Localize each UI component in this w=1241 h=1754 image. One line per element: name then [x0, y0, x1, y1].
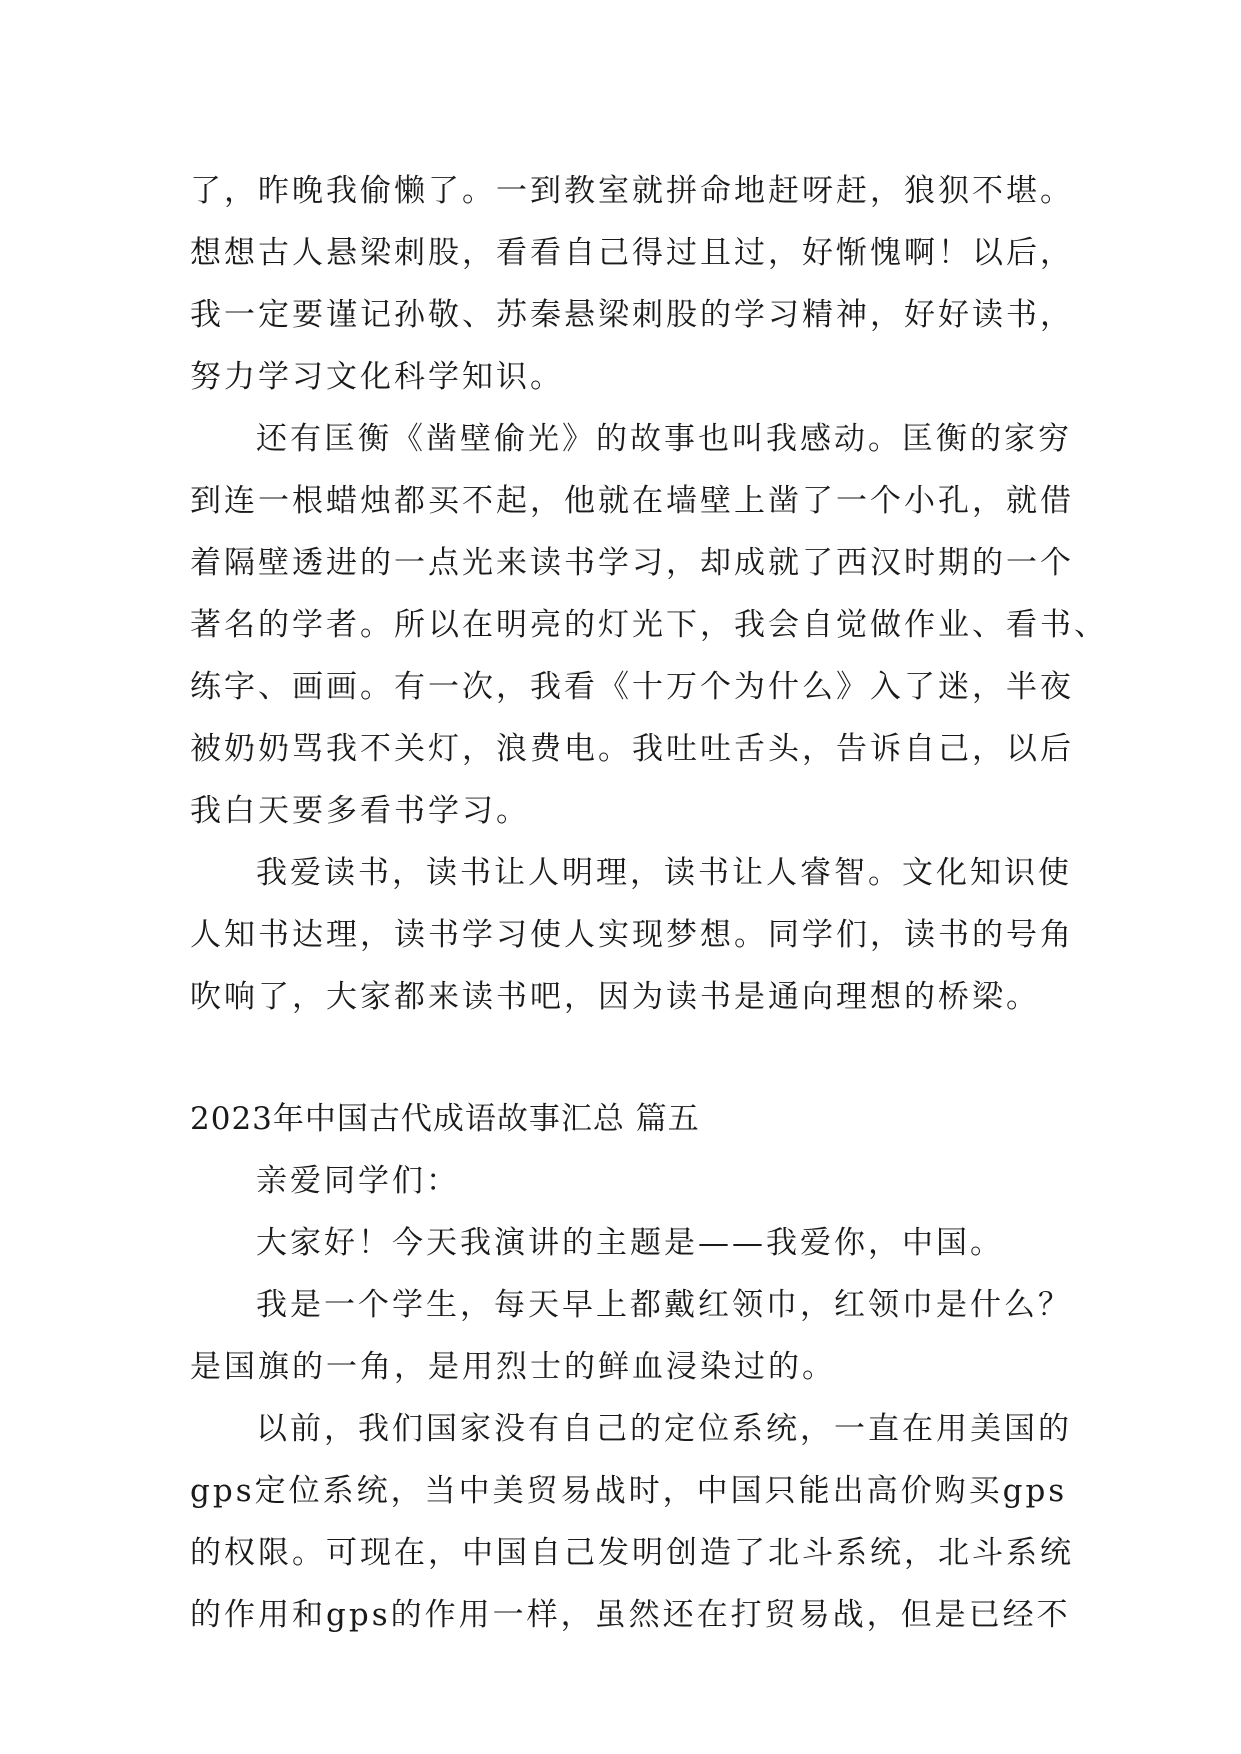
- document-body: [190, 160, 1108, 1646]
- text-line: 以前，我们国家没有自己的定位系统，一直在用美国的: [256, 1411, 1072, 1447]
- text-line: 想想古人悬梁刺股，看看自己得过且过，好惭愧啊！以后，: [190, 235, 1074, 271]
- section-gap: [190, 1028, 1060, 1088]
- text-line: 是国旗的一角，是用烈士的鲜血浸染过的。: [190, 1349, 836, 1385]
- paragraph: [190, 1398, 1074, 1646]
- paragraph: [190, 1150, 1060, 1212]
- text-line: 我是一个学生，每天早上都戴红领巾，红领巾是什么？: [256, 1287, 1072, 1323]
- text-line: 的作用和gps的作用一样，虽然还在打贸易战，但是已经不: [190, 1597, 1071, 1633]
- text-line: 著名的学者。所以在明亮的灯光下，我会自觉做作业、看书、: [190, 607, 1108, 643]
- text-line: 到连一根蜡烛都买不起，他就在墙壁上凿了一个小孔，就借: [190, 483, 1074, 519]
- text-line: 还有匡衡《凿壁偷光》的故事也叫我感动。匡衡的家穷: [256, 421, 1072, 457]
- paragraph: [190, 160, 1074, 408]
- text-line: 人知书达理，读书学习使人实现梦想。同学们，读书的号角: [190, 917, 1074, 953]
- text-line: 着隔壁透进的一点光来读书学习，却成就了西汉时期的一个: [190, 545, 1074, 581]
- text-line: 亲爱同学们：: [256, 1163, 460, 1199]
- text-line: 的权限。可现在，中国自己发明创造了北斗系统，北斗系统: [190, 1535, 1074, 1571]
- section-heading: 2023年中国古代成语故事汇总 篇五: [190, 1101, 700, 1137]
- text-line: 我爱读书，读书让人明理，读书让人睿智。文化知识使: [256, 855, 1072, 891]
- text-line: 我白天要多看书学习。: [190, 793, 530, 829]
- text-line: gps定位系统，当中美贸易战时，中国只能出高价购买gps: [190, 1473, 1068, 1509]
- text-line: 了，昨晚我偷懒了。一到教室就拼命地赶呀赶，狼狈不堪。: [190, 173, 1074, 209]
- text-line: 大家好！今天我演讲的主题是——我爱你，中国。: [256, 1225, 1004, 1261]
- text-line: 努力学习文化科学知识。: [190, 359, 564, 395]
- text-line: 我一定要谨记孙敬、苏秦悬梁刺股的学习精神，好好读书，: [190, 297, 1074, 333]
- text-line: 被奶奶骂我不关灯，浪费电。我吐吐舌头，告诉自己，以后: [190, 731, 1074, 767]
- text-line: 吹响了，大家都来读书吧，因为读书是通向理想的桥梁。: [190, 979, 1040, 1015]
- paragraph: [190, 842, 1074, 1028]
- paragraph: [190, 408, 1108, 842]
- paragraph: [190, 1212, 1060, 1274]
- text-line: 练字、画画。有一次，我看《十万个为什么》入了迷，半夜: [190, 669, 1074, 705]
- paragraph: [190, 1274, 1072, 1398]
